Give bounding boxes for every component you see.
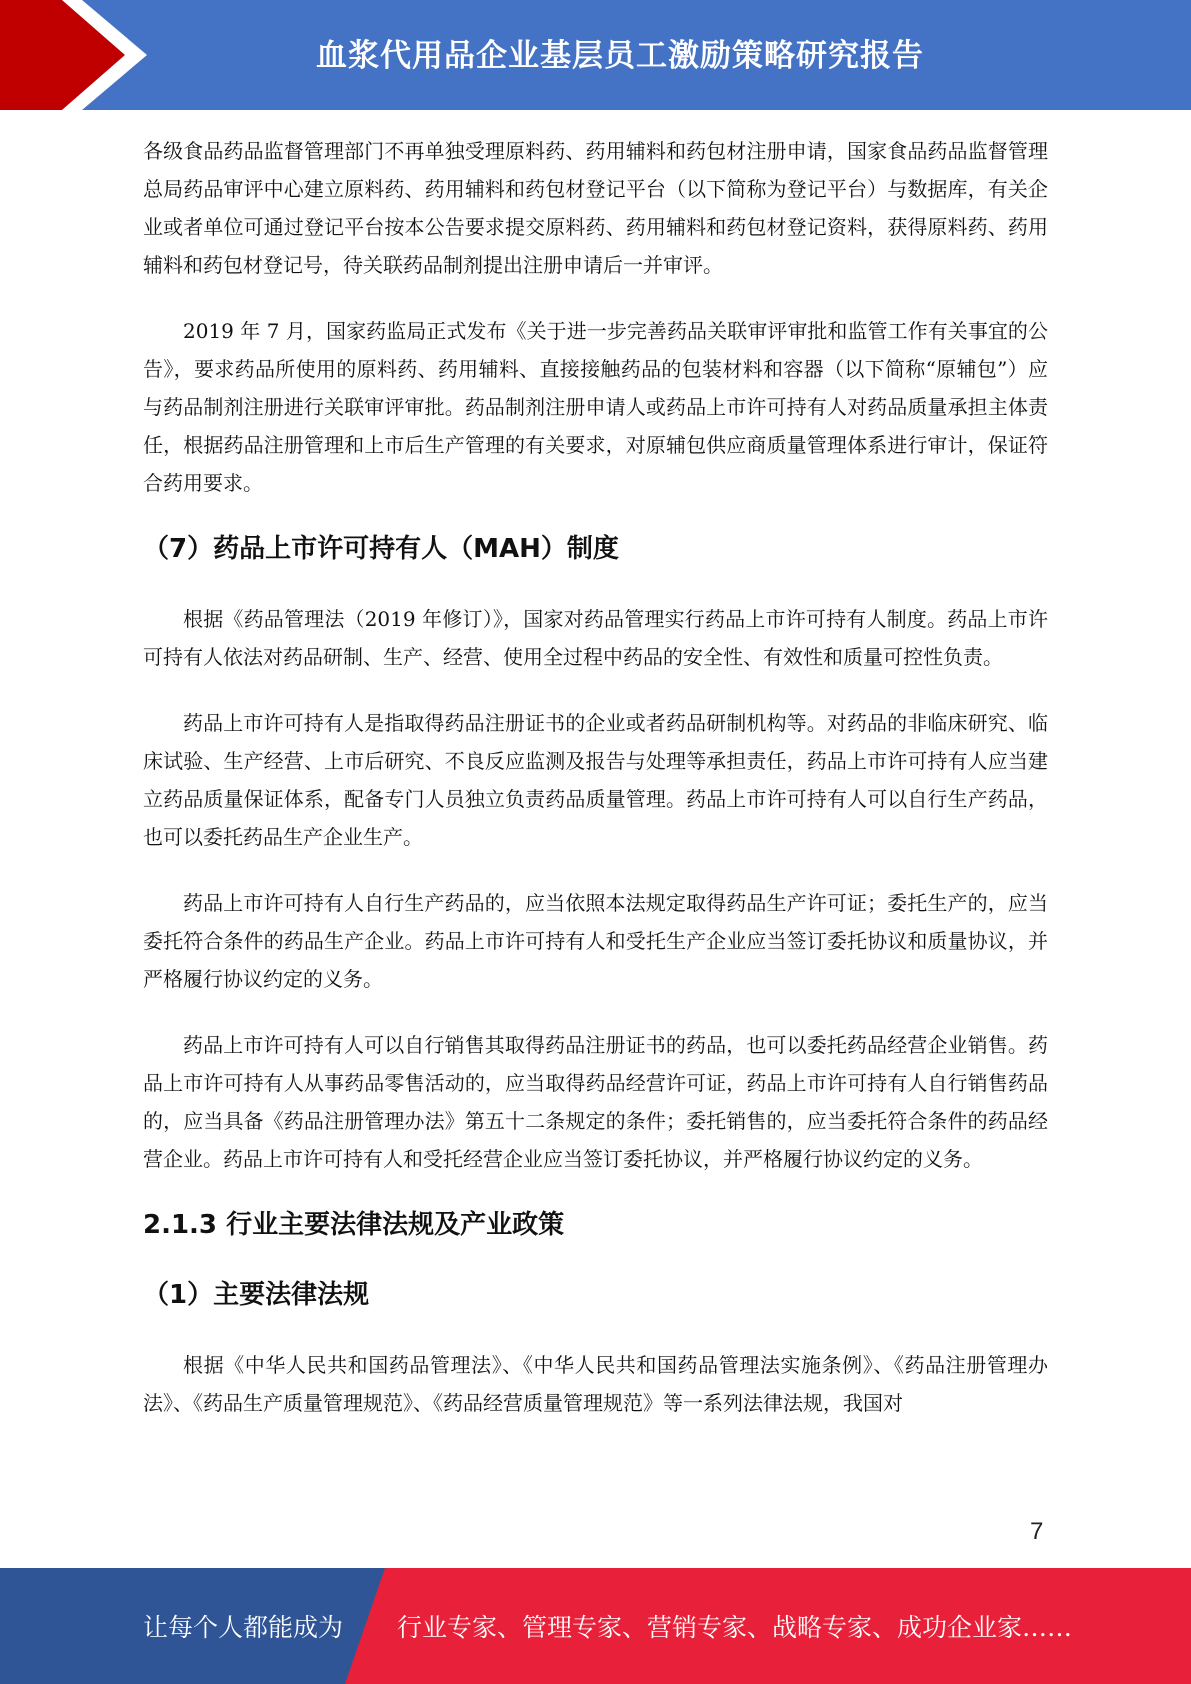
footer-slogan-left: 让每个人都能成为	[143, 1613, 344, 1642]
paragraph-4: 药品上市许可持有人是指取得药品注册证书的企业或者药品研制机构等。对药品的非临床研究、临床试验、生产经营、上市后研究、不良反应监测及报告与处理等承担责任，药品上市许可持有人应当建立药品质量保证体系，配备专门人员独立负责药品质量管理。药品上市许可持有人可以自行生产药品，也可以委托药品生产企业生产。	[143, 711, 1048, 849]
paragraph-6: 药品上市许可持有人可以自行销售其取得药品注册证书的药品，也可以委托药品经营企业销售。药品上市许可持有人从事药品零售活动的，应当取得药品经营许可证，药品上市许可持有人自行销售药品的，应当具备《药品注册管理办法》第五十二条规定的条件；委托销售的，应当委托符合条件的药品经营企业。药品上市许可持有人和受托经营企业应当签订委托协议，并严格履行协议约定的义务。	[143, 1033, 1048, 1171]
footer-banner	[0, 1568, 1191, 1684]
report-title: 血浆代用品企业基层员工激励策略研究报告	[316, 38, 924, 74]
header-banner	[0, 0, 1191, 110]
paragraph-5: 药品上市许可持有人自行生产药品的，应当依照本法规定取得药品生产许可证；委托生产的，应当委托符合条件的药品生产企业。药品上市许可持有人和受托生产企业应当签订委托协议和质量协议，并严格履行协议约定的义务。	[143, 891, 1048, 991]
page-number: 7	[1030, 1518, 1044, 1545]
subsection-heading-main-laws: （1）主要法律法规	[143, 1280, 370, 1310]
paragraph-3: 根据《药品管理法（2019 年修订）》，国家对药品管理实行药品上市许可持有人制度。药品上市许可持有人依法对药品研制、生产、经营、使用全过程中药品的安全性、有效性和质量可控性负责。	[143, 607, 1048, 669]
paragraph-2: 2019 年 7 月，国家药监局正式发布《关于进一步完善药品关联审评审批和监管工作有关事宜的公告》，要求药品所使用的原料药、药用辅料、直接接触药品的包装材料和容器（以下简称“原辅包”）应与药品制剂注册进行关联审评审批。药品制剂注册申请人或药品上市许可持有人对药品质量承担主体责任，根据药品注册管理和上市后生产管理的有关要求，对原辅包供应商质量管理体系进行审计，保证符合药用要求。	[143, 319, 1048, 495]
section-heading-laws: 2.1.3 行业主要法律法规及产业政策	[143, 1210, 565, 1240]
section-heading-mah: （7）药品上市许可持有人（MAH）制度	[143, 534, 619, 564]
document-body	[143, 132, 1048, 1450]
paragraph-1: 各级食品药品监督管理部门不再单独受理原料药、药用辅料和药包材注册申请，国家食品药品监督管理总局药品审评中心建立原料药、药用辅料和药包材登记平台（以下简称为登记平台）与数据库，有关企业或者单位可通过登记平台按本公告要求提交原料药、药用辅料和药包材登记资料，获得原料药、药用辅料和药包材登记号，待关联药品制剂提出注册申请后一并审评。	[143, 139, 1048, 277]
paragraph-7: 根据《中华人民共和国药品管理法》、《中华人民共和国药品管理法实施条例》、《药品注册管理办法》、《药品生产质量管理规范》、《药品经营质量管理规范》等一系列法律法规，我国对	[143, 1353, 1048, 1415]
header-arrow-decoration	[0, 0, 160, 110]
footer-slogan-right: 行业专家、管理专家、营销专家、战略专家、成功企业家……	[397, 1613, 1073, 1642]
